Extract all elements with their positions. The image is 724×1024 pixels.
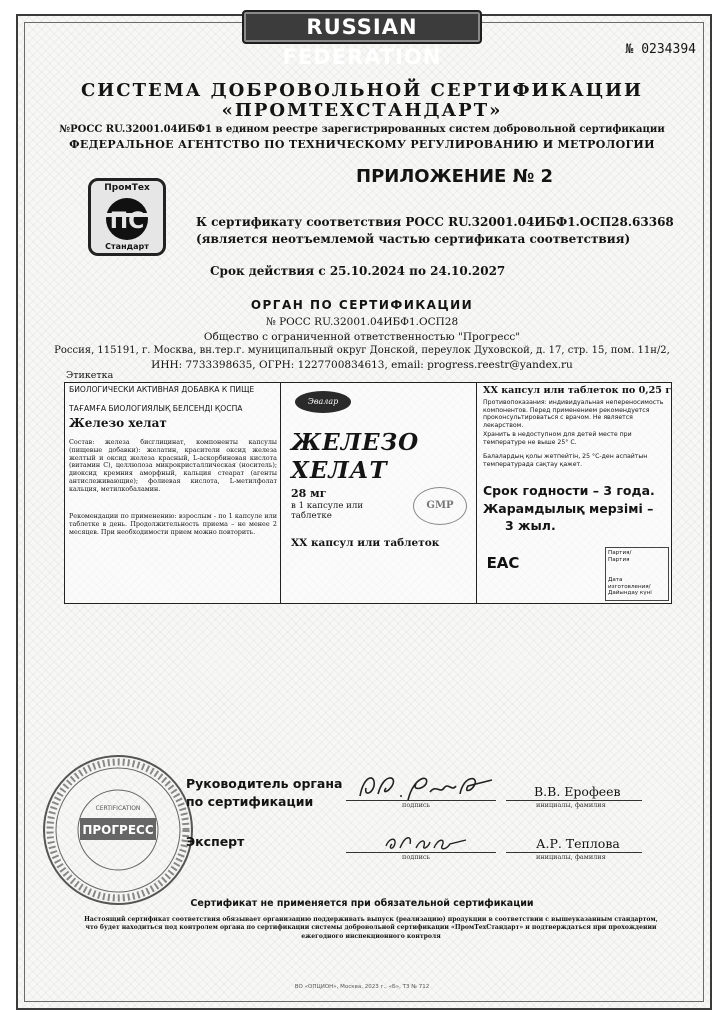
contraindications-text: Противопоказания: индивидуальная непереносимость компонентов. Перед применением рекомендуется проконсультироваться с врачом. Не является лекарством. — [483, 399, 664, 429]
footer-fine-print: Настоящий сертификат соответствия обязывает организацию поддерживать выпуск (реализацию) продукции в соответствии с вышеуказанным стандартом, что будет находиться под контролем органа по сертификации системы добровольной сертификации «ПромТехСтандарт» и подтверждаться при прохождении ежегодного инспекционного контроля — [84, 916, 658, 940]
batch-line4: Дайындау күні — [608, 590, 652, 597]
label-caption: Этикетка — [66, 370, 114, 381]
organ-contacts: ИНН: 7733398635, ОГРН: 1227700834613, email: progress.reestr@yandex.ru — [151, 359, 573, 371]
head-name-caption: инициалы, фамилия — [536, 801, 606, 809]
system-title-line2: «ПРОМТЕХСТАНДАРТ» — [221, 100, 503, 121]
certificate-reference: К сертификату соответствия РОСС RU.32001.04ИБФ1.ОСП28.63368 — [196, 215, 674, 229]
storage-text: Хранить в недоступном для детей месте при температуре не выше 25° С. — [483, 431, 632, 446]
organ-number: № РОСС RU.32001.04ИБФ1.ОСП28 — [265, 316, 459, 328]
organ-address: Россия, 115191, г. Москва, вн.тер.г. муниципальный округ Донской, переулок Духовской, д. 17, стр. 15, пом. 11н/2, — [54, 345, 670, 356]
dose-note: в 1 капсуле или таблетке — [291, 501, 364, 521]
category-kz: ТАҒАМҒА БИОЛОГИЯЛЫҚ БЕЛСЕНДІ ҚОСПА — [69, 404, 243, 413]
eac-mark-text: EAC — [486, 554, 520, 572]
certificate-note: (является неотъемлемой частью сертификата соответствия) — [196, 232, 631, 246]
label-panel-front — [281, 383, 477, 603]
batch-line2: Партия — [608, 556, 630, 563]
stamp-small-text: CERTIFICATION — [95, 805, 141, 812]
label-panel-info — [477, 383, 673, 603]
eac-mark-icon — [486, 549, 520, 573]
product-label — [64, 382, 672, 604]
composition-text: Состав: железа бисглицинат, компоненты капсулы (пищевые добавки): желатин, красители оксид железа желтый и оксид железа красный, L-аскорбиновая кислота (витамин С), целлюлоза микрокристаллическая (носитель); диоксид кремния аморфный, кальция стеарат (агенты антислеживающие); фолиевая кислота, L-метилфолат кальция, метилкобаламин. — [69, 438, 277, 493]
head-role-line2: по сертификации — [186, 794, 314, 809]
brand-logo: Эвалар — [295, 391, 351, 413]
batch-line1: Партия/ — [608, 550, 632, 556]
product-name: Железо хелат — [69, 416, 167, 430]
logo-mark-text: ПС — [109, 209, 145, 234]
promtech-logo — [88, 178, 166, 256]
head-signature-icon — [356, 770, 496, 804]
front-name-line1: ЖЕЛЕЗО — [291, 429, 420, 456]
expert-signature-caption: подпись — [402, 853, 431, 861]
storage-text-kz: Балалардың қолы жетпейтін, 25 °С-ден аспайтын температурада сақтау қажет. — [483, 453, 648, 468]
printer-imprint: ВО «ОПЦИОН», Москва, 2023 г., «Б», ТЗ № 712 — [294, 984, 430, 990]
logo-top-text: ПромТех — [104, 183, 150, 193]
expert-name-caption: инициалы, фамилия — [536, 853, 606, 861]
shelf-life-kz: Жарамдылық мерзімі – — [483, 501, 654, 516]
front-count: XX капсул или таблеток — [291, 537, 440, 549]
head-signature-caption: подпись — [402, 801, 431, 809]
shelf-life-ru: Срок годности – 3 года. — [483, 483, 655, 498]
country-banner: RUSSIAN FEDERATION — [242, 10, 482, 44]
appendix-title: ПРИЛОЖЕНИЕ № 2 — [356, 166, 554, 187]
head-name: В.В. Ерофеев — [534, 784, 621, 799]
validity-period: Срок действия с 25.10.2024 по 24.10.2027 — [210, 264, 506, 278]
expert-signature-icon — [382, 828, 472, 854]
expert-name: А.Р. Теплова — [536, 836, 620, 851]
batch-box — [605, 547, 669, 601]
organ-company: Общество с ограниченной ответственностью "Прогресс" — [203, 331, 521, 343]
head-role-line1: Руководитель органа — [186, 776, 343, 791]
category-ru: БИОЛОГИЧЕСКИ АКТИВНАЯ ДОБАВКА К ПИЩЕ — [69, 385, 255, 394]
serial-number: № 0234394 — [625, 42, 696, 57]
gmp-badge: GMP — [413, 487, 467, 525]
front-name-line2: ХЕЛАТ — [291, 457, 388, 484]
registry-line: №РОСС RU.32001.04ИБФ1 в едином реестре зарегистрированных систем добровольной сертификации — [59, 124, 665, 135]
system-title-line1: СИСТЕМА ДОБРОВОЛЬНОЙ СЕРТИФИКАЦИИ — [80, 80, 644, 101]
capsule-count: XX капсул или таблеток по 0,25 г — [483, 385, 672, 396]
organ-stamp-icon — [40, 752, 196, 908]
logo-bottom-text: Стандарт — [105, 242, 149, 251]
shelf-life-kz-years: 3 жыл. — [505, 518, 556, 533]
agency-line: ФЕДЕРАЛЬНОЕ АГЕНТСТВО ПО ТЕХНИЧЕСКОМУ РЕГУЛИРОВАНИЮ И МЕТРОЛОГИИ — [69, 138, 655, 151]
logo-mark-icon — [91, 195, 163, 243]
organ-title: ОРГАН ПО СЕРТИФИКАЦИИ — [250, 298, 474, 312]
stamp-center-text: ПРОГРЕСС — [82, 823, 154, 837]
label-panel-composition — [65, 383, 281, 603]
footer-notice: Сертификат не применяется при обязательной сертификации — [190, 898, 534, 909]
dose-value: 28 мг — [291, 487, 327, 500]
expert-role: Эксперт — [186, 834, 245, 849]
batch-line3: Дата изготовления/ — [608, 577, 651, 590]
recommendation-text: Рекомендации по применению: взрослым - по 1 капсуле или таблетке в день. Продолжительность приема – не менее 2 месяцев. При необходимости прием можно повторить. — [69, 512, 277, 536]
